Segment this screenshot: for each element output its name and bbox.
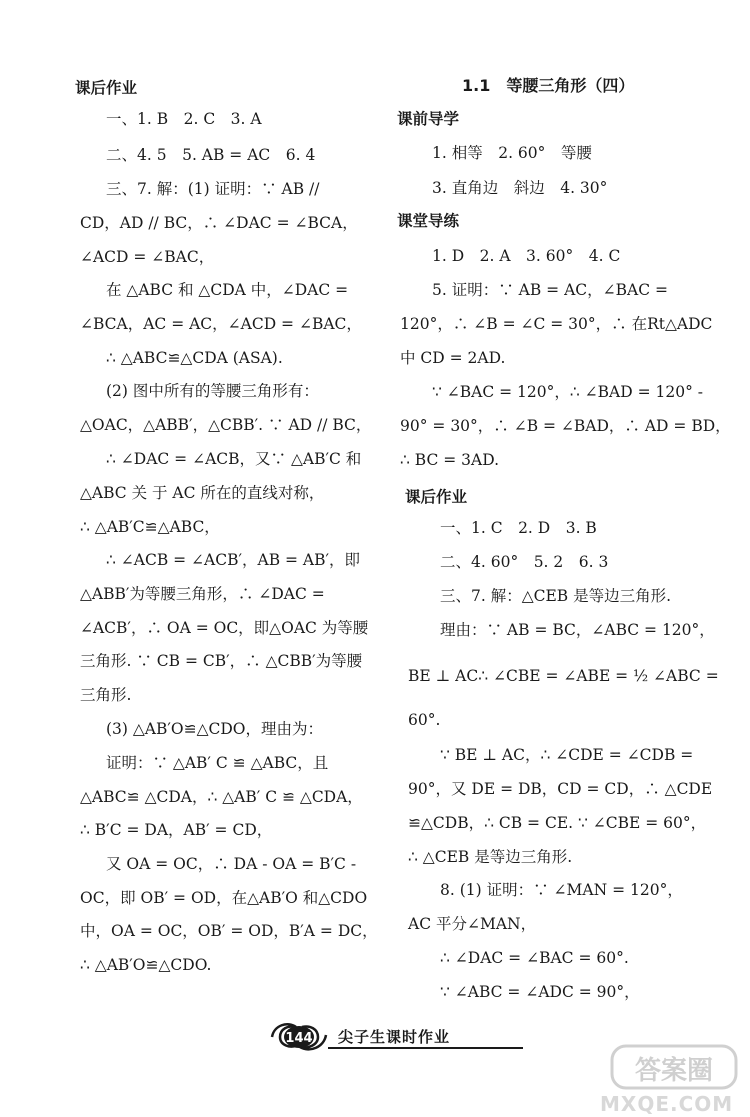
- section-heading-homework: 课后作业: [405, 488, 468, 506]
- answer-line: 一、1. C 2. D 3. B: [440, 519, 597, 537]
- answer-line: 二、4. 60° 5. 2 6. 3: [440, 553, 609, 571]
- answer-line: 在 △ABC 和 △CDA 中，∠DAC =: [106, 281, 349, 299]
- answer-line: ∴ △AB′C≌△ABC，: [80, 518, 220, 536]
- watermark-logo-text: 答案圈: [634, 1056, 714, 1086]
- footer-book-title: 尖子生课时作业: [338, 1028, 451, 1046]
- answer-line: ∴ △AB′O≌△CDO.: [80, 956, 212, 974]
- answer-line: 又 OA = OC，∴ DA - OA = B′C -: [106, 855, 357, 873]
- watermark-url: MXQE.COM: [600, 1092, 734, 1116]
- answer-line: △OAC，△ABB′，△CBB′. ∵ AD // BC，: [80, 416, 372, 434]
- answer-line: OC，即 OB′ = OD，在△AB′O 和△CDO: [80, 889, 368, 907]
- answer-line: ∴ ∠DAC = ∠ACB，又∵ △AB′C 和: [106, 450, 362, 468]
- answer-line: 证明：∵ △AB′ C ≌ △ABC，且: [106, 754, 329, 772]
- answer-line: 60°.: [408, 711, 441, 729]
- answer-line: 1. 相等 2. 60° 等腰: [432, 144, 592, 162]
- answer-line: ∵ ∠ABC = ∠ADC = 90°，: [440, 983, 640, 1001]
- answer-line: 5. 证明：∵ AB = AC，∠BAC =: [432, 281, 668, 299]
- answer-line: AC 平分∠MAN，: [408, 915, 537, 933]
- answer-line: 三角形. ∵ CB = CB′，∴ △CBB′为等腰: [80, 652, 363, 670]
- section-title: 1.1 等腰三角形（四）: [462, 76, 635, 95]
- answer-line: 三、7. 解：(1) 证明：∵ AB //: [106, 180, 320, 198]
- answer-line: ∴ BC = 3AD.: [400, 451, 500, 469]
- answer-line: 3. 直角边 斜边 4. 30°: [432, 179, 608, 197]
- answer-line: 中 CD = 2AD.: [400, 349, 506, 367]
- section-heading-preview: 课前导学: [397, 110, 460, 128]
- answer-line: ∴ B′C = DA，AB′ = CD，: [80, 821, 273, 839]
- answer-line: ≌△CDB，∴ CB = CE. ∵ ∠CBE = 60°，: [408, 814, 707, 832]
- answer-line: 一、1. B 2. C 3. A: [106, 110, 262, 128]
- answer-line: ∵ ∠BAC = 120°，∴ ∠BAD = 120° -: [432, 383, 704, 401]
- section-heading-classwork: 课堂导练: [397, 212, 460, 230]
- page-number-emblem: [268, 1015, 330, 1057]
- answer-line: 90° = 30°，∴ ∠B = ∠BAD，∴ AD = BD，: [400, 417, 731, 435]
- answer-line: (3) △AB′O≌△CDO，理由为：: [106, 720, 324, 738]
- answer-line: △ABB′为等腰三角形，∴ ∠DAC =: [80, 585, 325, 603]
- answer-line: ∠ACB′，∴ OA = OC，即△OAC 为等腰: [80, 619, 369, 637]
- page-number: 144: [285, 1031, 313, 1046]
- answer-line: ∠ACD = ∠BAC，: [80, 248, 215, 266]
- answer-line: ∴ ∠DAC = ∠BAC = 60°.: [440, 949, 629, 967]
- answer-line: △ABC 关 于 AC 所在的直线对称，: [80, 484, 325, 502]
- answer-line: ∴ △CEB 是等边三角形.: [408, 848, 573, 866]
- answer-line: 8. (1) 证明：∵ ∠MAN = 120°，: [440, 881, 683, 899]
- answer-line: △ABC≌ △CDA，∴ △AB′ C ≌ △CDA，: [80, 788, 363, 806]
- answer-line: CD，AD // BC，∴ ∠DAC = ∠BCA，: [80, 214, 358, 232]
- answer-line: 二、4. 5 5. AB = AC 6. 4: [106, 146, 316, 164]
- answer-line: ∠BCA，AC = AC，∠ACD = ∠BAC，: [80, 315, 362, 333]
- page-number-swirl-icon: [268, 1015, 330, 1057]
- answer-line: 1. D 2. A 3. 60° 4. C: [432, 247, 621, 265]
- answer-line: ∴ ∠ACB = ∠ACB′，AB = AB′，即: [106, 551, 361, 569]
- answer-line: ∵ BE ⊥ AC，∴ ∠CDE = ∠CDB =: [440, 746, 694, 764]
- answer-line: 90°，又 DE = DB，CD = CD，∴ △CDE: [408, 780, 713, 798]
- answer-line-fraction: BE ⊥ AC∴ ∠CBE = ∠ABE = ½ ∠ABC =: [408, 667, 719, 685]
- answer-line: (2) 图中所有的等腰三角形有：: [106, 382, 319, 400]
- answer-line: 中，OA = OC，OB′ = OD，B′A = DC，: [80, 922, 378, 940]
- answer-line: ∴ △ABC≌△CDA (ASA).: [106, 349, 283, 367]
- answer-line: 三、7. 解：△CEB 是等边三角形.: [440, 587, 672, 605]
- answer-line: 理由：∵ AB = BC，∠ABC = 120°，: [440, 621, 715, 639]
- section-heading-homework: 课后作业: [75, 79, 138, 97]
- answer-line: 120°，∴ ∠B = ∠C = 30°，∴ 在Rt△ADC: [400, 315, 713, 333]
- footer-rule: [328, 1047, 523, 1049]
- answer-line: 三角形.: [80, 686, 132, 704]
